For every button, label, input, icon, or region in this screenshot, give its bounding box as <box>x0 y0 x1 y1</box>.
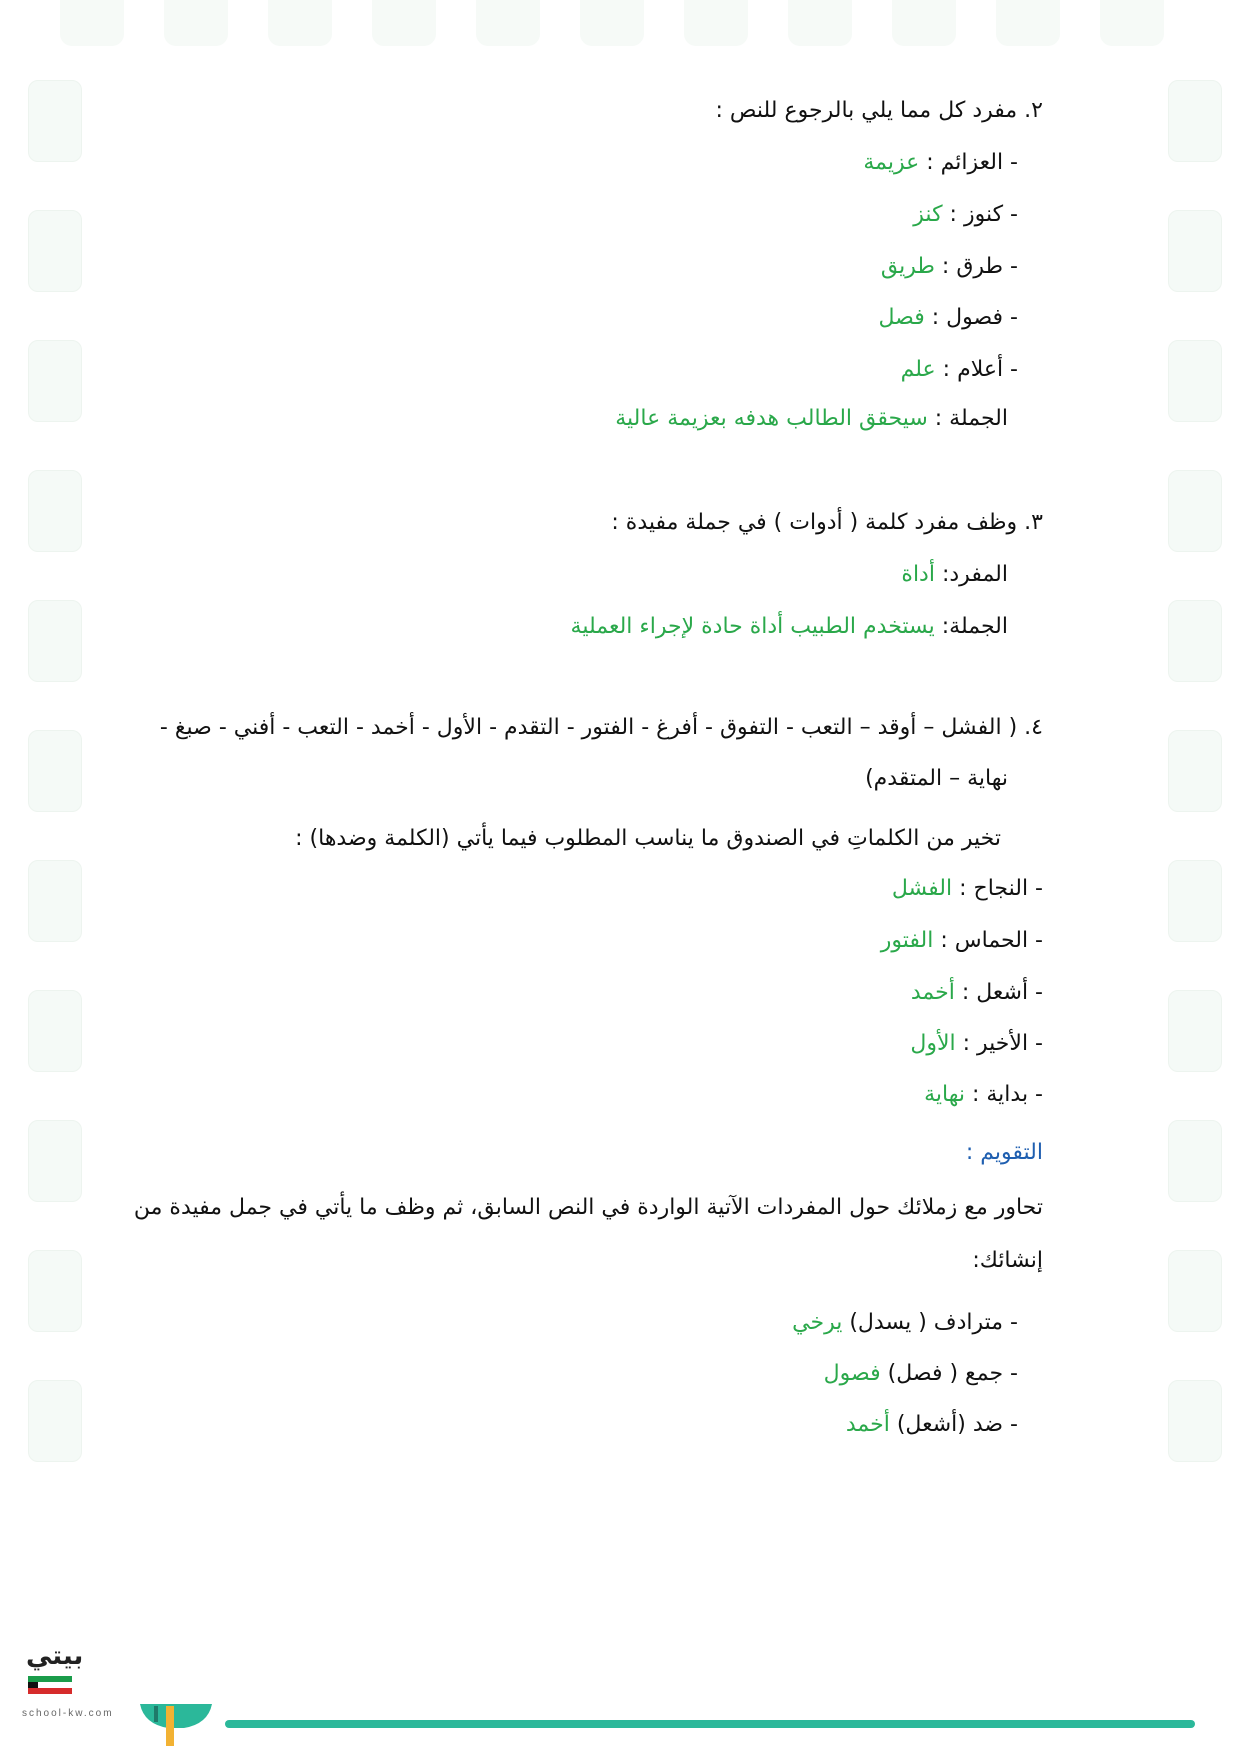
watermark-column-right <box>1168 80 1228 1510</box>
q3-sentence: الجملة: يستخدم الطبيب أداة حادة لإجراء العملية <box>570 614 1008 639</box>
footer-divider <box>225 1720 1195 1728</box>
q4-item-4: - الأخير : الأول <box>910 1031 1043 1056</box>
evaluation-item-2: - جمع ( فصل) فصول <box>823 1361 1018 1386</box>
site-logo-text: بيتي <box>26 1640 84 1670</box>
footer-badge-icon <box>138 1702 214 1748</box>
kuwait-flag-icon <box>28 1676 72 1694</box>
evaluation-paragraph-line-1: تحاور مع زملائك حول المفردات الآتية الواردة في النص السابق، ثم وظف ما يأتي في جمل مفيدة من <box>133 1195 1043 1220</box>
q3-heading: ٣. وظف مفرد كلمة ( أدوات ) في جملة مفيدة : <box>611 510 1043 535</box>
q4-instruction: تخير من الكلماتِ في الصندوق ما يناسب المطلوب فيما يأتي (الكلمة وضدها) : <box>295 826 1001 851</box>
q4-item-3: - أشعل : أخمد <box>910 980 1043 1005</box>
q2-item-2: - كنوز : كنز <box>913 202 1018 227</box>
evaluation-item-3: - ضد (أشعل) أخمد <box>845 1412 1018 1437</box>
site-url: school-kw.com <box>22 1708 114 1719</box>
watermark-strip-top <box>60 0 1180 50</box>
q2-item-3: - طرق : طريق <box>880 254 1018 279</box>
q4-word-box-line-2: نهاية – المتقدم) <box>865 766 1008 791</box>
q2-item-4: - فصول : فصل <box>878 305 1018 330</box>
q2-heading: ٢. مفرد كل مما يلي بالرجوع للنص : <box>715 98 1043 123</box>
q2-item-5: - أعلام : علم <box>900 357 1018 382</box>
q4-item-2: - الحماس : الفتور <box>880 928 1043 953</box>
q4-word-box-line-1: ٤. ( الفشل – أوقد – التعب - التفوق - أفرغ - الفتور - التقدم - الأول - أخمد - التعب - أفني - صبغ - <box>159 715 1043 740</box>
q2-item-1: - العزائم : عزيمة <box>863 150 1018 175</box>
q2-sentence: الجملة : سيحقق الطالب هدفه بعزيمة عالية <box>615 406 1008 431</box>
q4-item-5: - بداية : نهاية <box>924 1082 1043 1107</box>
evaluation-title: التقويم : <box>965 1140 1043 1165</box>
watermark-column-left <box>28 80 88 1510</box>
evaluation-paragraph-line-2: إنشائك: <box>972 1248 1043 1273</box>
evaluation-item-1: - مترادف ( يسدل) يرخي <box>792 1310 1018 1335</box>
q4-item-1: - النجاح : الفشل <box>891 876 1043 901</box>
q3-singular: المفرد: أداة <box>901 562 1008 587</box>
